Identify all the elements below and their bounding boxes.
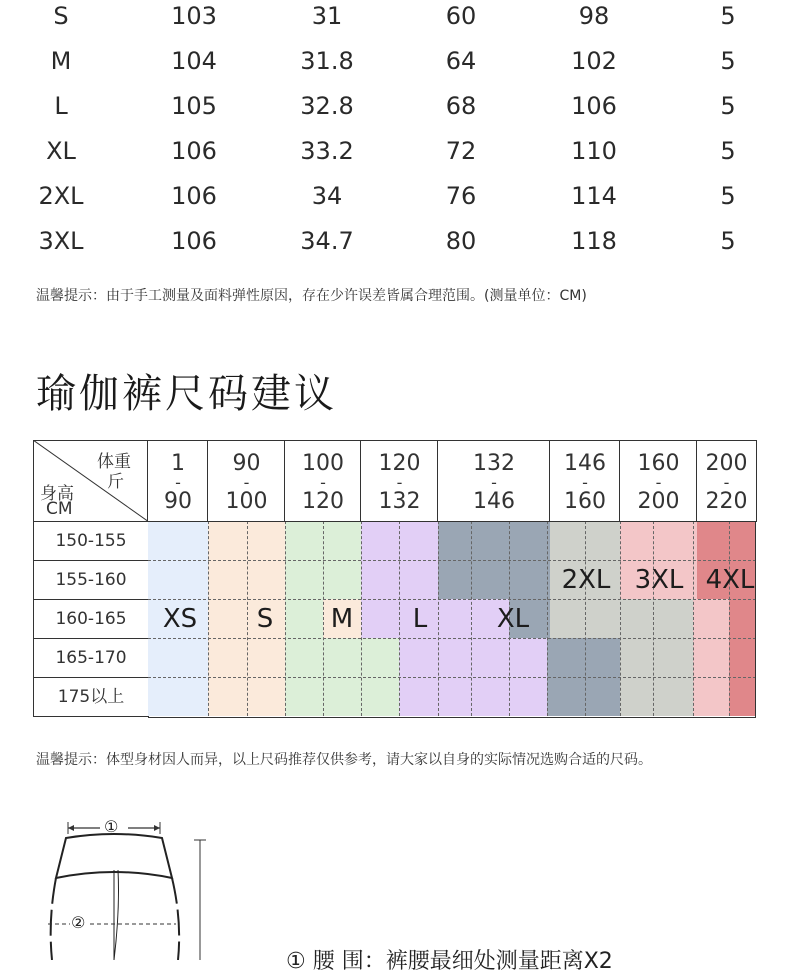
weight-from: 120 xyxy=(378,451,421,476)
weight-range-header xyxy=(437,440,551,522)
size-table-cell: 98 xyxy=(578,2,610,30)
range-dash: - xyxy=(320,473,326,492)
size-table-row xyxy=(0,180,790,220)
weight-to: 90 xyxy=(164,489,192,514)
size-table-cell: 118 xyxy=(571,227,617,255)
size-table-cell: 5 xyxy=(720,2,736,30)
size-table-cell: 106 xyxy=(171,137,217,165)
recommended-size-label: 2XL xyxy=(561,564,611,595)
pants-outline-illustration xyxy=(0,800,790,960)
grid-border xyxy=(148,521,756,718)
recommended-size-label: XL xyxy=(496,603,530,634)
height-range-label: 150-155 xyxy=(33,521,149,561)
weight-range-header xyxy=(619,440,698,522)
size-table-cell: 31 xyxy=(311,2,343,30)
weight-range-header xyxy=(696,440,757,522)
height-range-label: 175以上 xyxy=(33,677,149,717)
size-table-cell: 34.7 xyxy=(300,227,354,255)
section-title: 瑜伽裤尺码建议 xyxy=(36,371,337,417)
size-table-cell: 72 xyxy=(445,137,477,165)
size-table-cell: 5 xyxy=(720,137,736,165)
size-table-cell: 5 xyxy=(720,182,736,210)
size-table-row xyxy=(0,225,790,265)
size-table-cell: 80 xyxy=(445,227,477,255)
weight-from: 160 xyxy=(637,451,680,476)
weight-to: 220 xyxy=(705,489,748,514)
size-recommendation-grid xyxy=(33,440,756,718)
size-table-cell: 32.8 xyxy=(300,92,354,120)
size-table-cell: 31.8 xyxy=(300,47,354,75)
weight-to: 100 xyxy=(225,489,268,514)
range-dash: - xyxy=(491,473,497,492)
size-table-cell: 103 xyxy=(171,2,217,30)
size-table-cell: 5 xyxy=(720,92,736,120)
weight-range-header xyxy=(360,440,439,522)
size-table-cell: 5 xyxy=(720,47,736,75)
waist-measure-label: ① 腰 围：裤腰最细处测量距离X2 xyxy=(286,949,613,974)
recommended-size-label: XS xyxy=(162,603,198,634)
measurement-note: 温馨提示：由于手工测量及面料弹性原因，存在少许误差皆属合理范围。(测量单位：CM) xyxy=(36,288,587,304)
size-table-row xyxy=(0,135,790,175)
waist-marker: ① xyxy=(104,817,119,836)
size-table-cell: 33.2 xyxy=(300,137,354,165)
weight-to: 120 xyxy=(302,489,344,514)
size-label: S xyxy=(53,2,69,30)
weight-from: 1 xyxy=(171,451,185,476)
recommended-size-label: L xyxy=(412,603,428,634)
size-table-cell: 110 xyxy=(571,137,617,165)
size-table-cell: 64 xyxy=(445,47,477,75)
size-table-cell: 105 xyxy=(171,92,217,120)
recommended-size-label: M xyxy=(330,603,354,634)
height-unit: CM xyxy=(46,499,73,519)
range-dash: - xyxy=(396,473,403,492)
weight-to: 200 xyxy=(637,489,680,514)
weight-from: 132 xyxy=(473,451,515,476)
size-table-cell: 114 xyxy=(571,182,617,210)
fit-note: 温馨提示：体型身材因人而异，以上尺码推荐仅供参考，请大家以自身的实际情况选购合适的尺码。 xyxy=(36,752,652,768)
size-table-cell: 106 xyxy=(171,227,217,255)
recommended-size-label: 4XL xyxy=(705,564,755,595)
weight-from: 200 xyxy=(705,451,748,476)
height-range-label: 165-170 xyxy=(33,638,149,678)
size-table-row xyxy=(0,90,790,130)
size-table-cell: 76 xyxy=(445,182,477,210)
size-table-cell: 106 xyxy=(571,92,617,120)
weight-from: 90 xyxy=(232,451,261,476)
height-range-label: 160-165 xyxy=(33,599,149,639)
size-table-cell: 104 xyxy=(171,47,217,75)
size-label: 3XL xyxy=(38,227,84,255)
height-header: 身高 xyxy=(40,484,74,504)
size-table-cell: 102 xyxy=(571,47,617,75)
weight-range-header xyxy=(207,440,286,522)
weight-range-header xyxy=(284,440,362,522)
recommended-size-label: 3XL xyxy=(634,564,684,595)
size-table-cell: 60 xyxy=(445,2,477,30)
weight-header: 体重 xyxy=(97,452,131,472)
weight-unit: 斤 xyxy=(107,472,124,492)
weight-to: 160 xyxy=(564,489,606,514)
size-table-row xyxy=(0,0,790,40)
weight-from: 100 xyxy=(302,451,344,476)
range-dash: - xyxy=(582,473,588,492)
recommended-size-label: S xyxy=(256,603,274,634)
weight-range-header xyxy=(549,440,621,522)
size-table-cell: 34 xyxy=(311,182,343,210)
size-table-cell: 68 xyxy=(445,92,477,120)
range-dash: - xyxy=(723,473,730,492)
size-label: 2XL xyxy=(38,182,84,210)
range-dash: - xyxy=(243,473,250,492)
weight-to: 132 xyxy=(378,489,421,514)
size-label: XL xyxy=(46,137,76,165)
size-label: M xyxy=(50,47,72,75)
weight-range-header xyxy=(147,440,209,522)
range-dash: - xyxy=(655,473,662,492)
range-dash: - xyxy=(175,473,181,492)
size-table-row xyxy=(0,45,790,85)
corner-header xyxy=(33,440,149,522)
size-table-cell: 106 xyxy=(171,182,217,210)
size-label: L xyxy=(54,92,68,120)
height-range-label: 155-160 xyxy=(33,560,149,600)
weight-to: 146 xyxy=(473,489,515,514)
weight-from: 146 xyxy=(564,451,606,476)
size-table-cell: 5 xyxy=(720,227,736,255)
measurement-diagram xyxy=(0,800,790,974)
hip-marker: ② xyxy=(71,913,86,932)
